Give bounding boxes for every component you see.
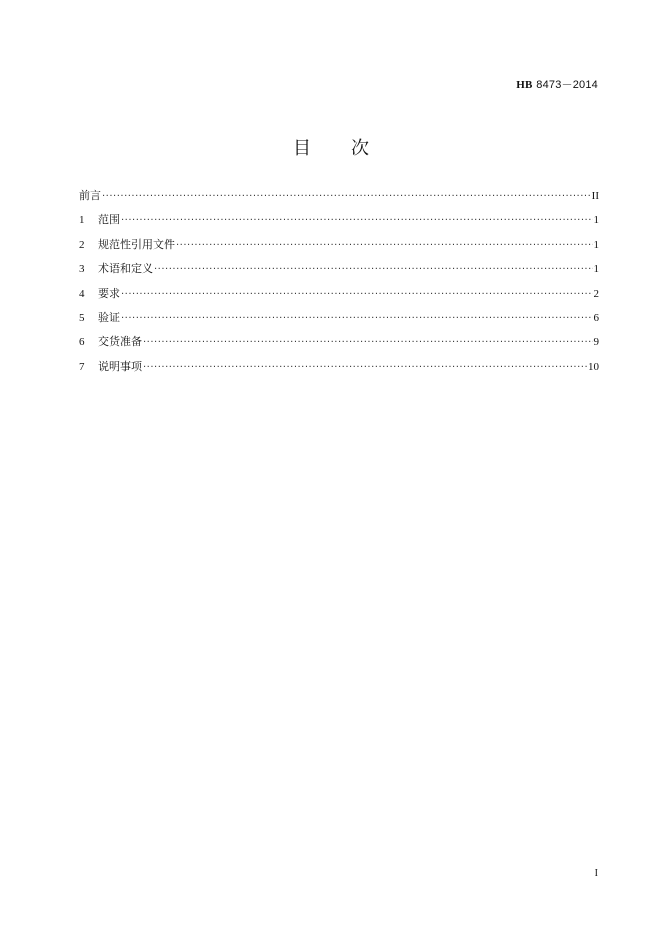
toc-entry-label: 验证 — [98, 310, 120, 324]
toc-entry-label: 前言 — [79, 189, 101, 202]
toc-entry-label: 术语和定义 — [98, 262, 153, 276]
toc-entry-6[interactable] — [79, 335, 599, 359]
toc-entry-label: 范围 — [98, 213, 120, 227]
toc-leader-dots — [121, 288, 593, 302]
toc-leader-dots — [143, 336, 593, 350]
toc-entry-number: 1 — [79, 214, 85, 227]
page-number: I — [594, 868, 598, 879]
toc-entry-1[interactable] — [79, 213, 599, 237]
toc-leader-dots — [121, 312, 593, 326]
toc-entry-label: 规范性引用文件 — [98, 237, 175, 251]
standard-code — [516, 76, 598, 92]
title-char-2: 次 — [351, 138, 369, 159]
table-of-contents — [79, 189, 599, 384]
toc-entry-4[interactable] — [79, 287, 599, 311]
toc-entry-label: 交货准备 — [98, 335, 142, 349]
toc-entry-page: 9 — [593, 336, 599, 349]
toc-entry-number: 2 — [79, 238, 85, 251]
toc-entry-number: 4 — [79, 287, 85, 300]
toc-entry-label: 要求 — [98, 286, 120, 300]
toc-entry-number: 6 — [79, 336, 85, 349]
toc-entry-page: 2 — [593, 287, 599, 300]
toc-entry-page: 1 — [593, 263, 599, 276]
toc-entry-page: 1 — [593, 238, 599, 251]
toc-leader-dots — [176, 239, 593, 253]
title-char-1: 目 — [293, 138, 311, 159]
toc-entry-page: 1 — [593, 214, 599, 227]
toc-entry-page: 10 — [588, 360, 599, 373]
toc-leader-dots — [143, 361, 587, 375]
toc-entry-page: 6 — [593, 311, 599, 324]
toc-entry-number: 3 — [79, 263, 85, 276]
toc-entry-number: 7 — [79, 360, 85, 373]
toc-entry-3[interactable] — [79, 262, 599, 286]
toc-leader-dots — [154, 263, 593, 277]
toc-entry-2[interactable] — [79, 238, 599, 262]
toc-entry-page: II — [591, 190, 599, 202]
toc-entry-preface[interactable] — [79, 189, 599, 213]
standard-code-prefix: HB — [516, 79, 533, 91]
standard-code-number: 8473－2014 — [536, 79, 598, 91]
toc-entry-number: 5 — [79, 311, 85, 324]
toc-leader-dots — [102, 190, 591, 204]
toc-entry-5[interactable] — [79, 311, 599, 335]
toc-entry-label: 说明事项 — [98, 359, 142, 373]
page-title — [0, 134, 662, 160]
toc-entry-7[interactable] — [79, 360, 599, 384]
toc-leader-dots — [121, 214, 593, 228]
